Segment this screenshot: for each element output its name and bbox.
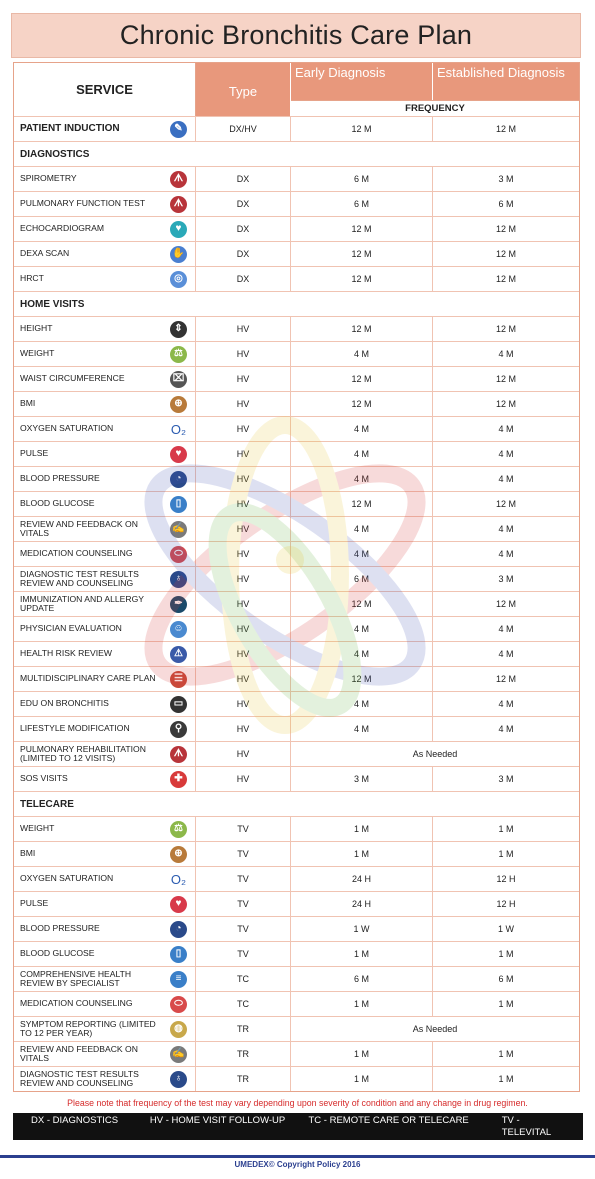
early-frequency-cell: 12 M (291, 392, 433, 416)
icon-cell (162, 217, 196, 241)
icon-cell (162, 317, 196, 341)
service-name: MEDICATION COUNSELING (20, 548, 133, 559)
first-aid-icon: ✚ (170, 771, 187, 788)
established-frequency-cell: 1 M (498, 824, 514, 834)
service-name: PATIENT INDUCTION (20, 123, 120, 135)
waist-icon: ⌧ (170, 371, 187, 388)
blood-pressure-icon: ◔ (170, 471, 187, 488)
legend-h: H - HOURS (423, 1139, 473, 1150)
early-frequency-cell: 12 M (291, 117, 433, 141)
icon-cell (162, 1067, 196, 1091)
table-row (14, 416, 579, 441)
service-name: PULSE (20, 448, 49, 459)
ct-scanner-icon: ◎ (170, 271, 187, 288)
table-row (14, 216, 579, 241)
table-row (14, 516, 579, 541)
service-name: COMPREHENSIVE HEALTH REVIEW BY SPECIALIST (20, 968, 132, 988)
early-frequency-cell: 6 M (291, 567, 433, 591)
service-name: MULTIDISCIPLINARY CARE PLAN (20, 673, 156, 684)
table-row (14, 466, 579, 491)
header-frequency: FREQUENCY (291, 100, 579, 116)
established-frequency-cell: 12 M (495, 674, 516, 684)
established-frequency-cell: 1 M (498, 1049, 514, 1059)
established-frequency-cell: 4 M (498, 549, 514, 559)
established-frequency-cell: 12 H (496, 874, 516, 884)
type-cell: DX (196, 217, 291, 241)
established-frequency-cell: 4 M (498, 449, 514, 459)
type-cell: HV (196, 492, 291, 516)
header-service: SERVICE (14, 63, 196, 116)
type-cell: TR (196, 1017, 291, 1041)
service-name: HEIGHT (20, 323, 53, 334)
type-cell: TR (196, 1067, 291, 1091)
established-frequency-cell: 4 M (498, 474, 514, 484)
service-name: WEIGHT (20, 823, 55, 834)
icon-cell (162, 867, 196, 891)
service-name: OXYGEN SATURATION (20, 873, 114, 884)
legend-w: W-WEEKS (343, 1139, 390, 1150)
service-name: SPIROMETRY (20, 173, 77, 184)
icon-cell (162, 1042, 196, 1066)
lungs-icon: ᗑ (170, 171, 187, 188)
type-cell: HV (196, 542, 291, 566)
early-frequency-cell: 12 M (291, 592, 433, 616)
frequency-span-cell: As Needed (412, 749, 458, 759)
echocardiogram-icon: ♥ (170, 221, 187, 238)
section-title: HOME VISITS (20, 298, 85, 310)
header-established-diagnosis: Established Diagnosis (433, 63, 579, 100)
header-frequency-group (291, 63, 579, 116)
pill-icon: ⬭ (170, 996, 187, 1013)
established-frequency-cell: 12 M (495, 599, 516, 609)
icon-cell (162, 992, 196, 1016)
table-row (14, 941, 579, 966)
icon-cell (162, 492, 196, 516)
type-cell: HV (196, 692, 291, 716)
early-frequency-cell: 4 M (291, 467, 433, 491)
early-frequency-cell: 1 M (291, 842, 433, 866)
type-cell: DX (196, 267, 291, 291)
table-row (14, 891, 579, 916)
teacher-icon: ▭ (170, 696, 187, 713)
established-frequency-cell: 1 M (498, 1074, 514, 1084)
heart-pulse-icon: ♥ (170, 446, 187, 463)
legend-tr: TR - TELETRIAGE (137, 1139, 218, 1150)
clipboard-icon: ☰ (170, 671, 187, 688)
type-cell: HV (196, 567, 291, 591)
early-frequency-cell: 6 M (291, 192, 433, 216)
table-row (14, 341, 579, 366)
service-name: IMMUNIZATION AND ALLERGY UPDATE (20, 593, 144, 613)
warning-icon: ⚠ (170, 646, 187, 663)
syringe-icon: ✒ (170, 596, 187, 613)
established-frequency-cell: 1 M (498, 849, 514, 859)
table-body (14, 116, 579, 1091)
service-name: HEALTH RISK REVIEW (20, 648, 113, 659)
type-cell: DX (196, 167, 291, 191)
weight-icon: ⚖ (170, 346, 187, 363)
pill-icon: ⬭ (170, 546, 187, 563)
established-frequency-cell: 6 M (498, 199, 514, 209)
established-frequency-cell: 12 M (495, 324, 516, 334)
icon-cell (162, 392, 196, 416)
bmi-icon: ⊕ (170, 846, 187, 863)
physician-icon: ☺ (170, 621, 187, 638)
icon-cell (162, 117, 196, 141)
service-name: LIFESTYLE MODIFICATION (20, 723, 130, 734)
service-name: EDU ON BRONCHITIS (20, 698, 109, 709)
early-frequency-cell: 4 M (291, 617, 433, 641)
table-row (14, 691, 579, 716)
service-name: BMI (20, 398, 36, 409)
icon-cell (162, 367, 196, 391)
table-row (14, 566, 579, 591)
frequency-note: Please note that frequency of the test may vary depending upon severity of condition and any change in drug regimen. (67, 1098, 528, 1108)
early-frequency-cell: 3 M (291, 767, 433, 791)
service-name: SOS VISITS (20, 773, 68, 784)
table-row (14, 766, 579, 791)
icon-cell (162, 267, 196, 291)
type-cell: HV (196, 392, 291, 416)
type-cell: DX (196, 242, 291, 266)
icon-cell (162, 592, 196, 616)
icon-cell (162, 767, 196, 791)
table-row (14, 241, 579, 266)
lungs-icon: ᗑ (170, 746, 187, 763)
table-row (14, 991, 579, 1016)
service-name: PULMONARY FUNCTION TEST (20, 198, 146, 209)
globe-icon: ◍ (170, 1021, 187, 1038)
table-row (14, 366, 579, 391)
early-frequency-cell: 4 M (291, 442, 433, 466)
established-frequency-cell: 12 M (495, 499, 516, 509)
table-row (14, 316, 579, 341)
icon-cell (162, 417, 196, 441)
type-cell: TV (196, 892, 291, 916)
table-row (14, 191, 579, 216)
early-frequency-cell: 12 M (291, 317, 433, 341)
glucose-meter-icon: ▯ (170, 496, 187, 513)
early-frequency-cell: 1 M (291, 942, 433, 966)
weight-icon: ⚖ (170, 821, 187, 838)
established-frequency-cell: 1 M (498, 949, 514, 959)
oxygen-icon: O₂ (170, 421, 187, 437)
type-cell: HV (196, 467, 291, 491)
icon-cell (162, 667, 196, 691)
icon-cell (162, 942, 196, 966)
established-frequency-cell: 1 M (498, 999, 514, 1009)
table-row (14, 666, 579, 691)
icon-cell (162, 817, 196, 841)
early-frequency-cell: 12 M (291, 667, 433, 691)
legend (13, 1113, 583, 1150)
microscope-icon: ♁ (170, 1071, 187, 1088)
lungs-icon: ᗑ (170, 196, 187, 213)
early-frequency-cell: 4 M (291, 542, 433, 566)
established-frequency-cell: 6 M (498, 974, 514, 984)
type-cell: DX (196, 192, 291, 216)
table-row (14, 541, 579, 566)
heart-pulse-icon: ♥ (170, 896, 187, 913)
icon-cell (162, 567, 196, 591)
table-row (14, 641, 579, 666)
section-title: DIAGNOSTICS (20, 148, 90, 160)
type-cell: HV (196, 717, 291, 741)
early-frequency-cell: 4 M (291, 692, 433, 716)
table-row (14, 916, 579, 941)
table-row (14, 616, 579, 641)
icon-cell (162, 642, 196, 666)
early-frequency-cell: 12 M (291, 267, 433, 291)
table-row (14, 391, 579, 416)
established-frequency-cell: 12 M (495, 274, 516, 284)
page-title: Chronic Bronchitis Care Plan (11, 13, 581, 58)
glucose-meter-icon: ▯ (170, 946, 187, 963)
table-row (14, 866, 579, 891)
patient-induction-icon: ✎ (170, 121, 187, 138)
service-name: PULSE (20, 898, 49, 909)
service-name: ECHOCARDIOGRAM (20, 223, 105, 234)
service-name: DIAGNOSTIC TEST RESULTS REVIEW AND COUNSELING (20, 568, 139, 588)
early-frequency-cell: 4 M (291, 717, 433, 741)
legend-tv: TV - TELEVITAL (501, 1115, 552, 1138)
service-name: WEIGHT (20, 348, 55, 359)
type-cell: TC (196, 992, 291, 1016)
section-row (14, 141, 579, 166)
early-frequency-cell: 1 M (291, 1067, 433, 1091)
icon-cell (162, 967, 196, 991)
magnifier-icon: ⚲ (170, 721, 187, 738)
microscope-icon: ♁ (170, 571, 187, 588)
icon-cell (162, 192, 196, 216)
type-cell: HV (196, 317, 291, 341)
legend-dx: DX - DIAGNOSTICS (31, 1115, 119, 1126)
icon-cell (162, 842, 196, 866)
type-cell: HV (196, 442, 291, 466)
table-row (14, 591, 579, 616)
established-frequency-cell: 12 M (495, 249, 516, 259)
early-frequency-cell: 4 M (291, 642, 433, 666)
legend-tc: TC - REMOTE CARE OR TELECARE (308, 1115, 469, 1126)
early-frequency-cell: 12 M (291, 217, 433, 241)
established-frequency-cell: 3 M (498, 574, 514, 584)
table-row (14, 116, 579, 141)
type-cell: TV (196, 917, 291, 941)
table-row (14, 741, 579, 766)
type-cell: HV (196, 617, 291, 641)
early-frequency-cell: 1 W (291, 917, 433, 941)
table-row (14, 166, 579, 191)
service-name: DIAGNOSTIC TEST RESULTS REVIEW AND COUNSELING (20, 1068, 139, 1088)
icon-cell (162, 917, 196, 941)
service-name: BLOOD GLUCOSE (20, 948, 95, 959)
early-frequency-cell: 4 M (291, 342, 433, 366)
icon-cell (162, 542, 196, 566)
established-frequency-cell: 3 M (498, 174, 514, 184)
established-frequency-cell: 3 M (498, 774, 514, 784)
icon-cell (162, 517, 196, 541)
type-cell: TV (196, 942, 291, 966)
icon-cell (162, 717, 196, 741)
table-header (14, 63, 579, 116)
established-frequency-cell: 12 M (495, 374, 516, 384)
early-frequency-cell: 24 H (291, 892, 433, 916)
table-row (14, 1016, 579, 1041)
frequency-span-cell: As Needed (412, 1024, 458, 1034)
service-name: SYMPTOM REPORTING (LIMITED TO 12 PER YEAR) (20, 1018, 156, 1038)
established-frequency-cell: 4 M (498, 724, 514, 734)
copyright-footer: UMEDEX© Copyright Policy 2016 (234, 1160, 361, 1169)
established-frequency-cell: 12 M (495, 224, 516, 234)
table-row (14, 966, 579, 991)
table-row (14, 491, 579, 516)
type-cell: HV (196, 742, 291, 766)
early-frequency-cell: 6 M (291, 167, 433, 191)
type-cell: HV (196, 667, 291, 691)
type-cell: TV (196, 867, 291, 891)
hand-scan-icon: ✋ (170, 246, 187, 263)
type-cell: DX/HV (196, 117, 291, 141)
service-name: REVIEW AND FEEDBACK ON VITALS (20, 518, 138, 538)
early-frequency-cell: 6 M (291, 967, 433, 991)
legend-m: M- MONTHS (253, 1139, 308, 1150)
early-frequency-cell: 1 M (291, 817, 433, 841)
established-frequency-cell: 12 M (495, 399, 516, 409)
early-frequency-cell: 1 M (291, 992, 433, 1016)
early-frequency-cell: 24 H (291, 867, 433, 891)
review-icon: ✍ (170, 1046, 187, 1063)
table-row (14, 1041, 579, 1066)
established-frequency-cell: 4 M (498, 524, 514, 534)
early-frequency-cell: 12 M (291, 367, 433, 391)
section-title: TELECARE (20, 798, 74, 810)
icon-cell (162, 742, 196, 766)
icon-cell (162, 167, 196, 191)
established-frequency-cell: 4 M (498, 624, 514, 634)
service-name: BLOOD PRESSURE (20, 473, 100, 484)
service-name: BLOOD PRESSURE (20, 923, 100, 934)
type-cell: TR (196, 1042, 291, 1066)
service-name: HRCT (20, 273, 44, 284)
type-cell: TV (196, 842, 291, 866)
established-frequency-cell: 4 M (498, 349, 514, 359)
early-frequency-cell: 12 M (291, 492, 433, 516)
table-row (14, 1066, 579, 1091)
blood-pressure-icon: ◔ (170, 921, 187, 938)
table-row (14, 716, 579, 741)
type-cell: HV (196, 642, 291, 666)
service-name: OXYGEN SATURATION (20, 423, 114, 434)
oxygen-icon: O₂ (170, 871, 187, 887)
established-frequency-cell: 4 M (498, 649, 514, 659)
icon-cell (162, 342, 196, 366)
table-row (14, 441, 579, 466)
early-frequency-cell: 4 M (291, 517, 433, 541)
type-cell: HV (196, 417, 291, 441)
table-row (14, 841, 579, 866)
bmi-icon: ⊕ (170, 396, 187, 413)
early-frequency-cell: 4 M (291, 417, 433, 441)
section-row (14, 291, 579, 316)
icon-cell (162, 467, 196, 491)
icon-cell (162, 617, 196, 641)
type-cell: HV (196, 592, 291, 616)
footer-divider (0, 1155, 595, 1158)
type-cell: HV (196, 517, 291, 541)
icon-cell (162, 892, 196, 916)
type-cell: HV (196, 767, 291, 791)
type-cell: HV (196, 367, 291, 391)
section-row (14, 791, 579, 816)
report-icon: ≡ (170, 971, 187, 988)
table-row (14, 816, 579, 841)
type-cell: HV (196, 342, 291, 366)
early-frequency-cell: 12 M (291, 242, 433, 266)
established-frequency-cell: 12 H (496, 899, 516, 909)
table-row (14, 266, 579, 291)
established-frequency-cell: 12 M (495, 124, 516, 134)
height-icon: ⇕ (170, 321, 187, 338)
icon-cell (162, 242, 196, 266)
service-name: DEXA SCAN (20, 248, 70, 259)
service-name: WAIST CIRCUMFERENCE (20, 373, 125, 384)
type-cell: TC (196, 967, 291, 991)
icon-cell (162, 1017, 196, 1041)
legend-hv: HV - HOME VISIT FOLLOW-UP (149, 1115, 286, 1126)
service-name: PHYSICIAN EVALUATION (20, 623, 122, 634)
header-early-diagnosis: Early Diagnosis (291, 63, 433, 100)
established-frequency-cell: 4 M (498, 424, 514, 434)
header-type: Type (196, 63, 291, 116)
established-frequency-cell: 4 M (498, 699, 514, 709)
icon-cell (162, 692, 196, 716)
service-name: PULMONARY REHABILITATION (LIMITED TO 12 VISITS) (20, 743, 146, 763)
early-frequency-cell: 1 M (291, 1042, 433, 1066)
icon-cell (162, 442, 196, 466)
established-frequency-cell: 1 W (497, 924, 514, 934)
service-name: MEDICATION COUNSELING (20, 998, 133, 1009)
service-name: BMI (20, 848, 36, 859)
service-name: BLOOD GLUCOSE (20, 498, 95, 509)
care-plan-table (13, 62, 580, 1092)
review-icon: ✍ (170, 521, 187, 538)
type-cell: TV (196, 817, 291, 841)
service-name: REVIEW AND FEEDBACK ON VITALS (20, 1043, 138, 1063)
